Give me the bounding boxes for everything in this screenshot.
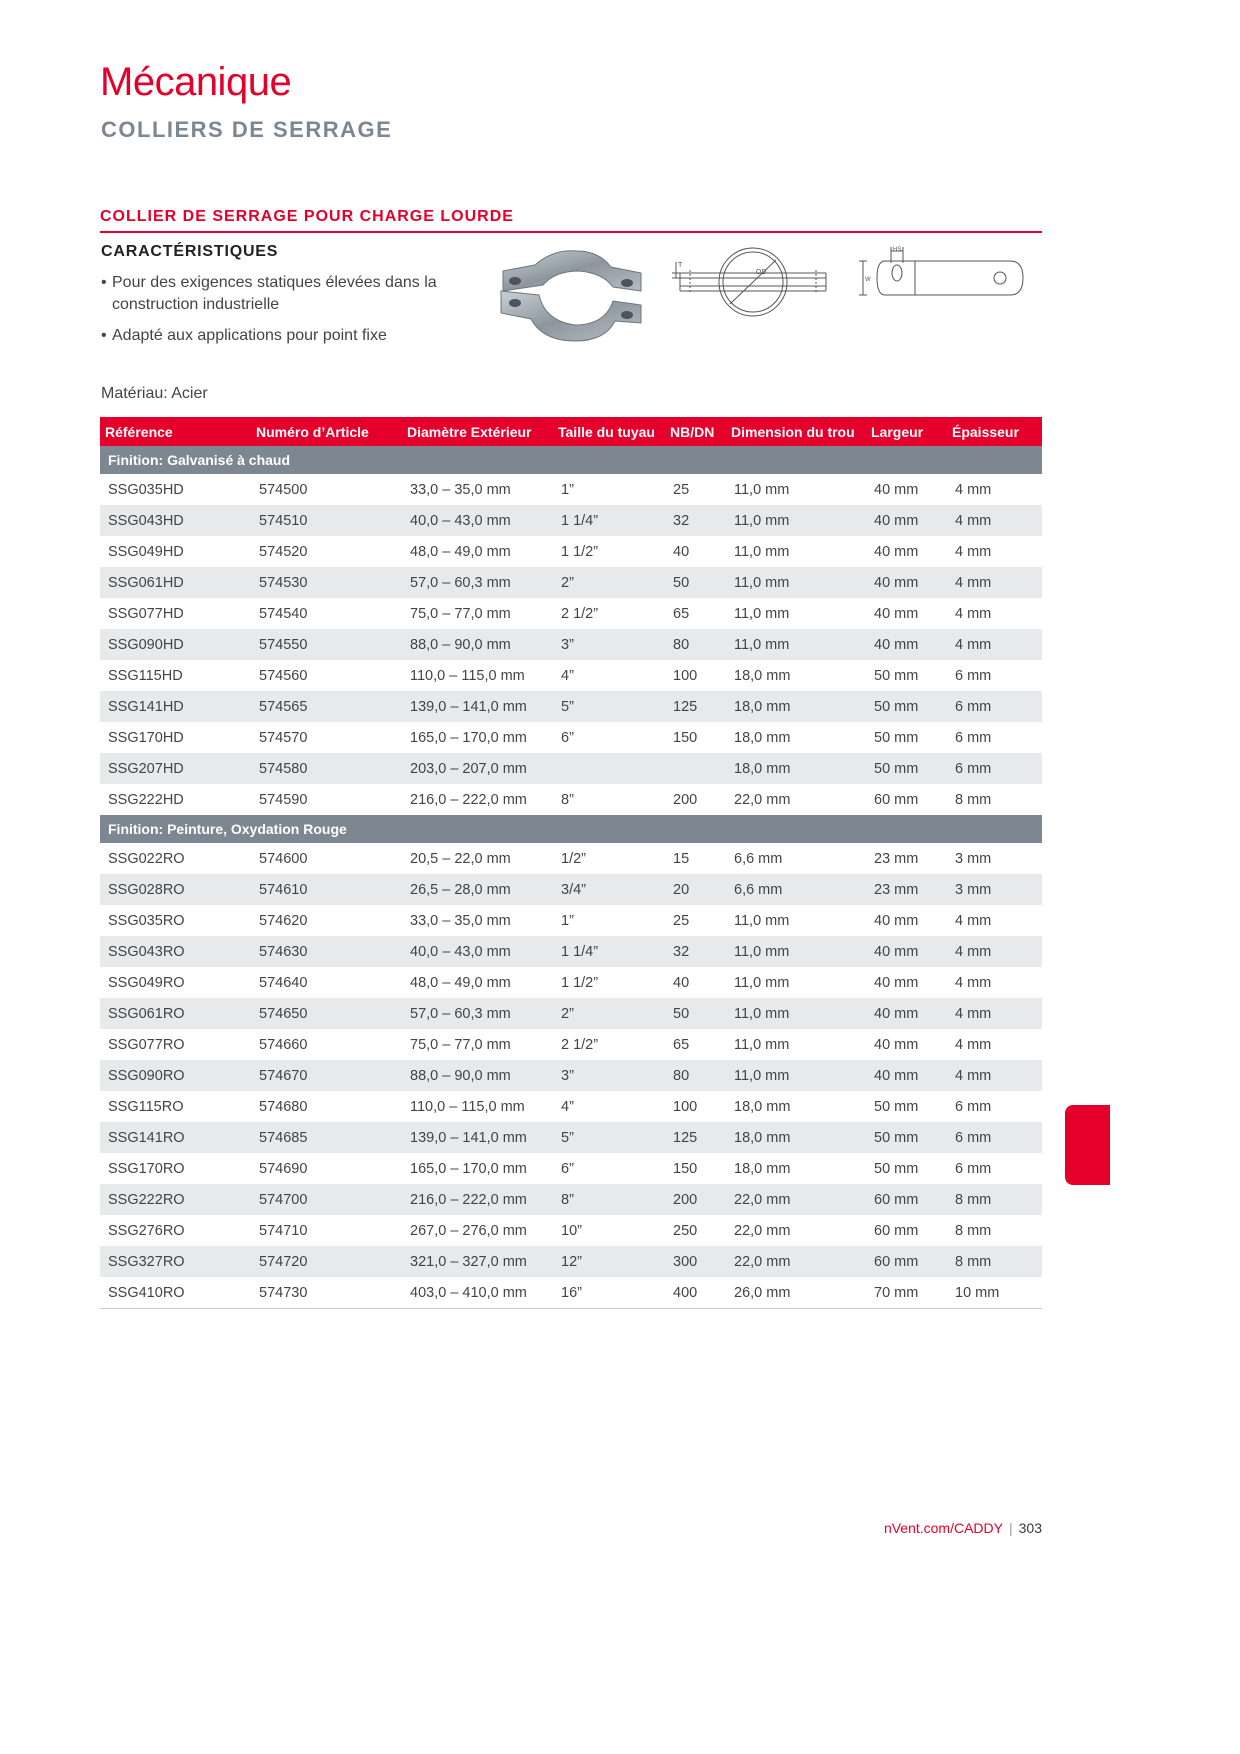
cell-outer-diameter: 321,0 – 327,0 mm bbox=[402, 1246, 553, 1277]
table-body bbox=[100, 446, 1042, 1309]
table-row bbox=[100, 967, 1042, 998]
cell-pipe-size: 3/4” bbox=[553, 874, 665, 905]
table-row bbox=[100, 660, 1042, 691]
cell-width: 40 mm bbox=[866, 998, 947, 1029]
cell-pipe-size: 1 1/4” bbox=[553, 505, 665, 536]
table-row bbox=[100, 1215, 1042, 1246]
cell-thickness: 6 mm bbox=[947, 691, 1042, 722]
cell-pipe-size: 1/2” bbox=[561, 850, 586, 867]
col-hole-size: Dimension du trou bbox=[726, 417, 866, 446]
table-row bbox=[100, 1277, 1042, 1309]
cell-outer-diameter: 139,0 – 141,0 mm bbox=[402, 691, 553, 722]
table-row bbox=[100, 1060, 1042, 1091]
features-list bbox=[101, 272, 461, 356]
cell-article-number: 574540 bbox=[259, 605, 308, 622]
cell-reference: SSG043HD bbox=[100, 505, 251, 536]
cell-pipe-size: 4” bbox=[561, 667, 574, 684]
cell-thickness: 8 mm bbox=[947, 1184, 1042, 1215]
table-row bbox=[100, 536, 1042, 567]
technical-drawing-top bbox=[855, 243, 1025, 301]
cell-hole-size: 11,0 mm bbox=[734, 974, 790, 991]
cell-thickness: 4 mm bbox=[947, 505, 1042, 536]
table-row bbox=[100, 905, 1042, 936]
cell-pipe-size: 3” bbox=[553, 1060, 665, 1091]
cell-reference: SSG222HD bbox=[108, 791, 184, 808]
cell-thickness: 4 mm bbox=[955, 974, 992, 991]
cell-article-number: 574550 bbox=[251, 629, 402, 660]
cell-width: 60 mm bbox=[874, 791, 919, 808]
cell-thickness: 10 mm bbox=[947, 1277, 1042, 1309]
cell-nb-dn: 32 bbox=[665, 936, 726, 967]
cell-nb-dn: 25 bbox=[673, 912, 690, 929]
cell-reference: SSG276RO bbox=[108, 1222, 185, 1239]
cell-thickness: 6 mm bbox=[947, 1122, 1042, 1153]
cell-reference: SSG410RO bbox=[100, 1277, 251, 1309]
col-outer-diameter: Diamètre Extérieur bbox=[402, 417, 553, 446]
table-row bbox=[100, 1029, 1042, 1060]
cell-hole-size: 22,0 mm bbox=[734, 1222, 791, 1239]
cell-hole-size: 11,0 mm bbox=[726, 567, 866, 598]
cell-pipe-size: 1 1/2” bbox=[561, 543, 599, 560]
cell-reference: SSG115RO bbox=[108, 1098, 184, 1115]
cell-pipe-size: 5” bbox=[553, 1122, 665, 1153]
cell-article-number: 574685 bbox=[251, 1122, 402, 1153]
cell-reference: SSG077RO bbox=[108, 1036, 185, 1053]
cell-nb-dn: 65 bbox=[673, 1036, 690, 1053]
cell-outer-diameter: 216,0 – 222,0 mm bbox=[402, 1184, 553, 1215]
cell-width: 40 mm bbox=[866, 629, 947, 660]
cell-outer-diameter: 48,0 – 49,0 mm bbox=[410, 974, 511, 991]
cell-reference: SSG090HD bbox=[100, 629, 251, 660]
cell-reference: SSG035RO bbox=[108, 912, 185, 929]
cell-nb-dn: 65 bbox=[673, 605, 690, 622]
cell-nb-dn: 150 bbox=[673, 1160, 698, 1177]
cell-article-number: 574710 bbox=[259, 1222, 308, 1239]
cell-outer-diameter: 75,0 – 77,0 mm bbox=[410, 605, 511, 622]
page-subtitle: COLLIERS DE SERRAGE bbox=[101, 117, 393, 142]
table-row bbox=[100, 753, 1042, 784]
page-title: Mécanique bbox=[100, 60, 292, 104]
cell-width: 60 mm bbox=[866, 1184, 947, 1215]
page-number: 303 bbox=[1018, 1520, 1042, 1536]
cell-article-number: 574510 bbox=[251, 505, 402, 536]
table-row bbox=[100, 1184, 1042, 1215]
table-row bbox=[100, 722, 1042, 753]
cell-pipe-size: 12” bbox=[553, 1246, 665, 1277]
cell-thickness: 6 mm bbox=[955, 1160, 992, 1177]
cell-hole-size: 18,0 mm bbox=[726, 1122, 866, 1153]
cell-width: 60 mm bbox=[866, 1246, 947, 1277]
cell-nb-dn: 50 bbox=[665, 998, 726, 1029]
footer bbox=[884, 1520, 1042, 1536]
cell-reference: SSG115HD bbox=[108, 667, 183, 684]
cell-hole-size: 11,0 mm bbox=[726, 505, 866, 536]
cell-nb-dn: 200 bbox=[673, 791, 698, 808]
cell-reference: SSG049HD bbox=[108, 543, 184, 560]
col-nb-dn: NB/DN bbox=[665, 417, 726, 446]
cell-nb-dn: 250 bbox=[673, 1222, 698, 1239]
cell-width: 40 mm bbox=[874, 543, 919, 560]
cell-reference: SSG170HD bbox=[108, 729, 184, 746]
product-photo bbox=[495, 243, 645, 343]
cell-hole-size: 11,0 mm bbox=[734, 543, 790, 560]
cell-nb-dn: 100 bbox=[673, 1098, 698, 1115]
cell-width: 40 mm bbox=[874, 481, 919, 498]
cell-hole-size: 22,0 mm bbox=[726, 1184, 866, 1215]
cell-reference: SSG061HD bbox=[100, 567, 251, 598]
od-label: OD bbox=[756, 269, 767, 276]
group-label: Finition: Galvanisé à chaud bbox=[100, 446, 1042, 474]
cell-outer-diameter: 57,0 – 60,3 mm bbox=[402, 998, 553, 1029]
cell-nb-dn: 40 bbox=[673, 543, 690, 560]
cell-nb-dn bbox=[665, 753, 726, 784]
cell-reference: SSG028RO bbox=[100, 874, 251, 905]
table-row bbox=[100, 629, 1042, 660]
t-label: T bbox=[678, 262, 683, 269]
cell-article-number: 574690 bbox=[259, 1160, 308, 1177]
product-table bbox=[100, 417, 1042, 1309]
cell-width: 50 mm bbox=[866, 753, 947, 784]
cell-article-number: 574530 bbox=[251, 567, 402, 598]
col-article-number: Numéro d’Article bbox=[251, 417, 402, 446]
cell-width: 40 mm bbox=[866, 1060, 947, 1091]
cell-article-number: 574520 bbox=[259, 543, 308, 560]
cell-reference: SSG022RO bbox=[108, 850, 185, 867]
cell-hole-size: 18,0 mm bbox=[734, 1160, 791, 1177]
group-row bbox=[100, 446, 1042, 474]
cell-article-number: 574700 bbox=[251, 1184, 402, 1215]
cell-hole-size: 11,0 mm bbox=[726, 936, 866, 967]
cell-nb-dn: 80 bbox=[665, 629, 726, 660]
table-row bbox=[100, 1246, 1042, 1277]
cell-pipe-size: 2” bbox=[553, 998, 665, 1029]
table-row bbox=[100, 598, 1042, 629]
cell-pipe-size: 6” bbox=[561, 729, 574, 746]
cell-pipe-size: 1 1/4” bbox=[553, 936, 665, 967]
cell-thickness: 4 mm bbox=[947, 998, 1042, 1029]
cell-article-number: 574590 bbox=[259, 791, 308, 808]
cell-article-number: 574680 bbox=[259, 1098, 308, 1115]
footer-url[interactable]: nVent.com/CADDY bbox=[883, 1520, 1003, 1536]
cell-article-number: 574720 bbox=[251, 1246, 402, 1277]
cell-pipe-size: 3” bbox=[553, 629, 665, 660]
table-row bbox=[100, 691, 1042, 722]
table-row bbox=[100, 784, 1042, 815]
cell-article-number: 574580 bbox=[251, 753, 402, 784]
cell-thickness: 6 mm bbox=[955, 1098, 992, 1115]
cell-article-number: 574600 bbox=[259, 850, 308, 867]
col-reference: Référence bbox=[100, 417, 251, 446]
cell-outer-diameter: 165,0 – 170,0 mm bbox=[410, 729, 527, 746]
cell-outer-diameter: 403,0 – 410,0 mm bbox=[402, 1277, 553, 1309]
group-label: Finition: Peinture, Oxydation Rouge bbox=[100, 815, 1042, 843]
cell-pipe-size: 1” bbox=[561, 912, 574, 929]
cell-thickness: 4 mm bbox=[947, 1060, 1042, 1091]
cell-article-number: 574500 bbox=[259, 481, 308, 498]
cell-article-number: 574640 bbox=[259, 974, 308, 991]
cell-hole-size: 11,0 mm bbox=[726, 1060, 866, 1091]
cell-width: 50 mm bbox=[874, 1098, 919, 1115]
table-header-row bbox=[100, 417, 1042, 446]
cell-hole-size: 11,0 mm bbox=[734, 605, 790, 622]
cell-article-number: 574670 bbox=[251, 1060, 402, 1091]
cell-article-number: 574570 bbox=[259, 729, 308, 746]
technical-drawing-front bbox=[668, 240, 838, 325]
cell-thickness: 4 mm bbox=[955, 543, 992, 560]
cell-thickness: 6 mm bbox=[947, 753, 1042, 784]
table-row bbox=[100, 1091, 1042, 1122]
table-row bbox=[100, 874, 1042, 905]
cell-nb-dn: 125 bbox=[665, 1122, 726, 1153]
cell-width: 40 mm bbox=[874, 605, 919, 622]
cell-pipe-size: 16” bbox=[553, 1277, 665, 1309]
cell-width: 50 mm bbox=[866, 1122, 947, 1153]
cell-thickness: 4 mm bbox=[955, 481, 992, 498]
cell-width: 50 mm bbox=[874, 1160, 919, 1177]
cell-thickness: 4 mm bbox=[955, 1036, 992, 1053]
feature-item: • Pour des exigences statiques élevées dans la construction industrielle bbox=[101, 272, 461, 316]
cell-outer-diameter: 33,0 – 35,0 mm bbox=[410, 481, 511, 498]
cell-hole-size: 11,0 mm bbox=[726, 998, 866, 1029]
cell-article-number: 574630 bbox=[251, 936, 402, 967]
cell-article-number: 574660 bbox=[259, 1036, 308, 1053]
cell-hole-size: 18,0 mm bbox=[726, 753, 866, 784]
cell-hole-size: 11,0 mm bbox=[734, 912, 790, 929]
cell-pipe-size: 2 1/2” bbox=[561, 605, 599, 622]
cell-nb-dn: 80 bbox=[665, 1060, 726, 1091]
table-row bbox=[100, 843, 1042, 874]
col-pipe-size: Taille du tuyau bbox=[553, 417, 665, 446]
cell-thickness: 4 mm bbox=[947, 936, 1042, 967]
cell-hole-size: 11,0 mm bbox=[734, 1036, 790, 1053]
cell-width: 70 mm bbox=[866, 1277, 947, 1309]
cell-reference: SSG090RO bbox=[100, 1060, 251, 1091]
cell-reference: SSG170RO bbox=[108, 1160, 185, 1177]
cell-article-number: 574650 bbox=[251, 998, 402, 1029]
cell-pipe-size: 5” bbox=[553, 691, 665, 722]
cell-thickness: 4 mm bbox=[947, 629, 1042, 660]
cell-width: 23 mm bbox=[874, 850, 919, 867]
cell-width: 50 mm bbox=[874, 729, 919, 746]
side-tab bbox=[1065, 1105, 1110, 1185]
cell-outer-diameter: 57,0 – 60,3 mm bbox=[402, 567, 553, 598]
cell-reference: SSG141HD bbox=[100, 691, 251, 722]
cell-outer-diameter: 26,5 – 28,0 mm bbox=[402, 874, 553, 905]
cell-pipe-size: 1” bbox=[561, 481, 574, 498]
cell-nb-dn: 125 bbox=[665, 691, 726, 722]
cell-width: 40 mm bbox=[866, 567, 947, 598]
cell-outer-diameter: 203,0 – 207,0 mm bbox=[402, 753, 553, 784]
cell-hole-size: 11,0 mm bbox=[734, 481, 790, 498]
cell-nb-dn: 32 bbox=[665, 505, 726, 536]
section-heading: COLLIER DE SERRAGE POUR CHARGE LOURDE bbox=[100, 208, 1042, 233]
cell-pipe-size: 10” bbox=[561, 1222, 582, 1239]
cell-reference: SSG222RO bbox=[100, 1184, 251, 1215]
cell-article-number: 574565 bbox=[251, 691, 402, 722]
cell-nb-dn: 15 bbox=[673, 850, 690, 867]
cell-reference: SSG035HD bbox=[108, 481, 184, 498]
cell-nb-dn: 150 bbox=[673, 729, 698, 746]
cell-thickness: 8 mm bbox=[955, 791, 992, 808]
cell-width: 40 mm bbox=[866, 936, 947, 967]
cell-reference: SSG061RO bbox=[100, 998, 251, 1029]
cell-nb-dn: 200 bbox=[665, 1184, 726, 1215]
cell-outer-diameter: 110,0 – 115,0 mm bbox=[410, 1098, 525, 1115]
table-row bbox=[100, 474, 1042, 505]
cell-width: 40 mm bbox=[874, 974, 919, 991]
table-row bbox=[100, 1153, 1042, 1184]
cell-thickness: 8 mm bbox=[955, 1222, 992, 1239]
cell-outer-diameter: 110,0 – 115,0 mm bbox=[410, 667, 525, 684]
col-thickness: Épaisseur bbox=[947, 417, 1042, 446]
cell-reference: SSG207HD bbox=[100, 753, 251, 784]
cell-outer-diameter: 20,5 – 22,0 mm bbox=[410, 850, 511, 867]
cell-pipe-size: 1 1/2” bbox=[561, 974, 599, 991]
cell-hole-size: 6,6 mm bbox=[734, 850, 783, 867]
group-row bbox=[100, 815, 1042, 843]
cell-width: 40 mm bbox=[874, 912, 919, 929]
col-width: Largeur bbox=[866, 417, 947, 446]
footer-separator: | bbox=[1009, 1520, 1013, 1536]
cell-outer-diameter: 48,0 – 49,0 mm bbox=[410, 543, 511, 560]
cell-outer-diameter: 165,0 – 170,0 mm bbox=[410, 1160, 527, 1177]
cell-outer-diameter: 88,0 – 90,0 mm bbox=[402, 629, 553, 660]
cell-nb-dn: 300 bbox=[665, 1246, 726, 1277]
cell-hole-size: 6,6 mm bbox=[726, 874, 866, 905]
cell-nb-dn: 50 bbox=[665, 567, 726, 598]
cell-nb-dn: 25 bbox=[673, 481, 690, 498]
cell-hole-size: 18,0 mm bbox=[726, 691, 866, 722]
features-title: CARACTÉRISTIQUES bbox=[101, 243, 279, 260]
cell-outer-diameter: 88,0 – 90,0 mm bbox=[402, 1060, 553, 1091]
cell-thickness: 4 mm bbox=[955, 912, 992, 929]
cell-hole-size: 22,0 mm bbox=[726, 1246, 866, 1277]
cell-thickness: 3 mm bbox=[955, 850, 992, 867]
table-row bbox=[100, 567, 1042, 598]
cell-nb-dn: 400 bbox=[665, 1277, 726, 1309]
cell-thickness: 6 mm bbox=[955, 729, 992, 746]
cell-nb-dn: 40 bbox=[673, 974, 690, 991]
cell-pipe-size: 8” bbox=[561, 791, 574, 808]
feature-item: • Adapté aux applications pour point fixe bbox=[101, 325, 461, 347]
cell-outer-diameter: 216,0 – 222,0 mm bbox=[410, 791, 527, 808]
cell-outer-diameter: 40,0 – 43,0 mm bbox=[402, 936, 553, 967]
cell-pipe-size: 6” bbox=[561, 1160, 574, 1177]
cell-width: 50 mm bbox=[874, 667, 919, 684]
cell-pipe-size: 4” bbox=[561, 1098, 574, 1115]
table-row bbox=[100, 1122, 1042, 1153]
table-row bbox=[100, 505, 1042, 536]
cell-thickness: 4 mm bbox=[955, 605, 992, 622]
cell-hole-size: 18,0 mm bbox=[734, 667, 791, 684]
cell-hole-size: 18,0 mm bbox=[734, 729, 791, 746]
cell-reference: SSG077HD bbox=[108, 605, 184, 622]
cell-reference: SSG141RO bbox=[100, 1122, 251, 1153]
cell-outer-diameter: 139,0 – 141,0 mm bbox=[402, 1122, 553, 1153]
cell-reference: SSG049RO bbox=[108, 974, 185, 991]
table-row bbox=[100, 998, 1042, 1029]
cell-article-number: 574620 bbox=[259, 912, 308, 929]
cell-outer-diameter: 40,0 – 43,0 mm bbox=[402, 505, 553, 536]
cell-hole-size: 11,0 mm bbox=[726, 629, 866, 660]
hs-label: HS bbox=[893, 247, 902, 253]
cell-hole-size: 22,0 mm bbox=[734, 791, 791, 808]
cell-pipe-size bbox=[553, 753, 665, 784]
cell-pipe-size: 2” bbox=[553, 567, 665, 598]
cell-hole-size: 18,0 mm bbox=[734, 1098, 791, 1115]
cell-thickness: 4 mm bbox=[947, 567, 1042, 598]
cell-width: 60 mm bbox=[874, 1222, 919, 1239]
cell-thickness: 6 mm bbox=[955, 667, 992, 684]
w-label: W bbox=[865, 277, 871, 283]
cell-pipe-size: 8” bbox=[553, 1184, 665, 1215]
cell-nb-dn: 100 bbox=[673, 667, 698, 684]
material-text: Matériau: Acier bbox=[101, 385, 208, 402]
cell-nb-dn: 20 bbox=[665, 874, 726, 905]
cell-width: 40 mm bbox=[874, 1036, 919, 1053]
cell-width: 40 mm bbox=[866, 505, 947, 536]
cell-outer-diameter: 33,0 – 35,0 mm bbox=[410, 912, 511, 929]
cell-hole-size: 26,0 mm bbox=[726, 1277, 866, 1309]
cell-article-number: 574610 bbox=[251, 874, 402, 905]
cell-width: 50 mm bbox=[866, 691, 947, 722]
cell-pipe-size: 2 1/2” bbox=[561, 1036, 599, 1053]
table-row bbox=[100, 936, 1042, 967]
cell-article-number: 574730 bbox=[251, 1277, 402, 1309]
cell-outer-diameter: 267,0 – 276,0 mm bbox=[410, 1222, 527, 1239]
cell-article-number: 574560 bbox=[259, 667, 308, 684]
cell-thickness: 8 mm bbox=[947, 1246, 1042, 1277]
cell-thickness: 3 mm bbox=[947, 874, 1042, 905]
cell-reference: SSG043RO bbox=[100, 936, 251, 967]
cell-reference: SSG327RO bbox=[100, 1246, 251, 1277]
cell-width: 23 mm bbox=[866, 874, 947, 905]
cell-outer-diameter: 75,0 – 77,0 mm bbox=[410, 1036, 511, 1053]
